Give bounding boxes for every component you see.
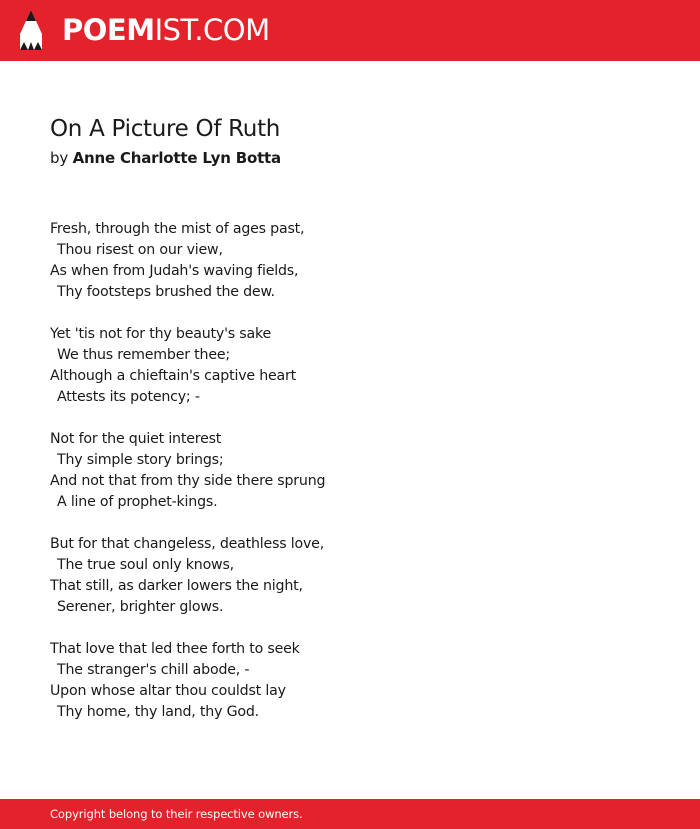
poem-line: The stranger's chill abode, - — [57, 662, 250, 678]
poem-line: Not for the quiet interest — [50, 431, 222, 447]
poem-line: Although a chieftain's captive heart — [50, 368, 297, 384]
poem-line: Yet 'tis not for thy beauty's sake — [50, 326, 272, 342]
logo-light-text: IST.COM — [154, 13, 270, 47]
stanza — [50, 219, 650, 303]
stanza — [50, 534, 650, 618]
poem-line: A line of prophet-kings. — [57, 494, 218, 510]
site-footer — [0, 799, 700, 829]
author-name[interactable]: Anne Charlotte Lyn Botta — [72, 149, 281, 167]
stanza — [50, 429, 650, 513]
poem-line: That love that led thee forth to seek — [50, 641, 300, 657]
poem-line: And not that from thy side there sprung — [50, 473, 326, 489]
poem-line: As when from Judah's waving fields, — [50, 263, 299, 279]
poem-line: Thy footsteps brushed the dew. — [57, 284, 275, 300]
pencil-logo-icon[interactable] — [17, 8, 45, 52]
poem-line: But for that changeless, deathless love, — [50, 536, 325, 552]
poem-line: Thou risest on our view, — [57, 242, 223, 258]
stanza — [50, 324, 650, 408]
poem-line: Attests its potency; - — [57, 389, 200, 405]
poem-line: That still, as darker lowers the night, — [50, 578, 303, 594]
stanza — [50, 639, 650, 723]
poem-line: Serener, brighter glows. — [57, 599, 224, 615]
poem-line: Upon whose altar thou couldst lay — [50, 683, 286, 699]
logo-bold-text: POEM — [62, 13, 155, 47]
poem-body — [50, 219, 650, 744]
poem-line: Thy home, thy land, thy God. — [57, 704, 259, 720]
poem-line: Thy simple story brings; — [57, 452, 224, 468]
by-label: by — [50, 149, 68, 167]
poem-line: Fresh, through the mist of ages past, — [50, 221, 305, 237]
copyright-text: Copyright belong to their respective owners. — [50, 807, 303, 821]
site-header — [0, 0, 700, 61]
site-logo[interactable] — [62, 12, 270, 48]
byline — [50, 149, 281, 167]
poem-title: On A Picture Of Ruth — [50, 116, 281, 142]
poem-line: We thus remember thee; — [57, 347, 230, 363]
poem-line: The true soul only knows, — [57, 557, 234, 573]
